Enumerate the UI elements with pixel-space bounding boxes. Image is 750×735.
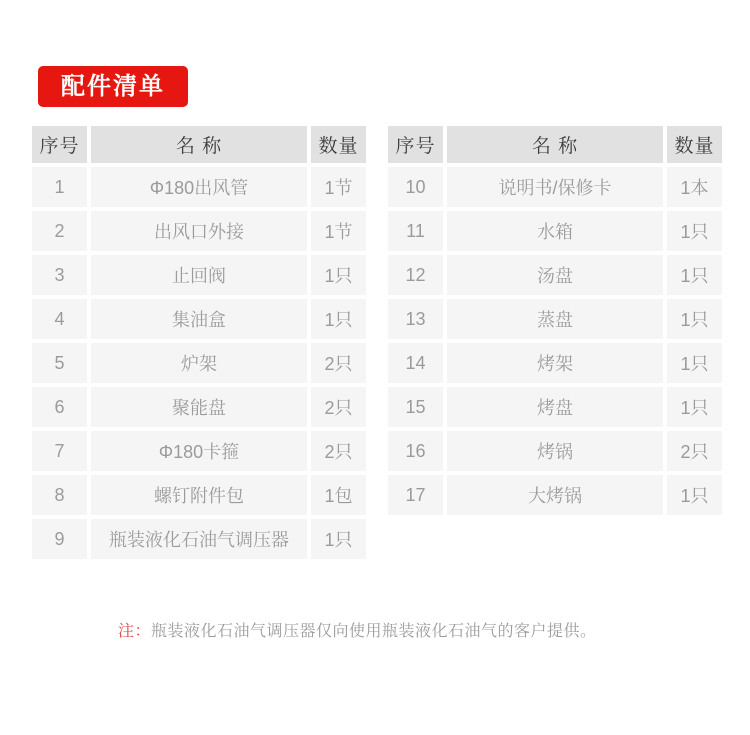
cell-qty: 1只 [311, 299, 366, 339]
cell-name: 汤盘 [447, 255, 663, 295]
parts-list-title-badge: 配件清单 [38, 66, 188, 107]
cell-qty: 1只 [311, 519, 366, 559]
cell-index: 13 [388, 299, 443, 339]
cell-index: 12 [388, 255, 443, 295]
cell-qty: 1节 [311, 167, 366, 207]
cell-index: 7 [32, 431, 87, 471]
parts-table-left [32, 126, 366, 559]
cell-name: 烤盘 [447, 387, 663, 427]
cell-index: 16 [388, 431, 443, 471]
cell-index: 6 [32, 387, 87, 427]
footnote-prefix: 注： [118, 623, 152, 640]
column-header-name: 名 称 [91, 126, 307, 163]
cell-name: Φ180出风管 [91, 167, 307, 207]
cell-index: 1 [32, 167, 87, 207]
cell-name: 烤架 [447, 343, 663, 383]
cell-index: 10 [388, 167, 443, 207]
cell-qty: 2只 [311, 431, 366, 471]
cell-index: 11 [388, 211, 443, 251]
cell-index: 3 [32, 255, 87, 295]
cell-qty: 1只 [667, 255, 722, 295]
cell-qty: 1只 [667, 387, 722, 427]
cell-index: 15 [388, 387, 443, 427]
cell-qty: 1只 [667, 343, 722, 383]
cell-name: 蒸盘 [447, 299, 663, 339]
cell-qty: 1节 [311, 211, 366, 251]
footnote [118, 618, 597, 641]
cell-qty: 2只 [311, 343, 366, 383]
cell-index: 2 [32, 211, 87, 251]
cell-index: 5 [32, 343, 87, 383]
cell-qty: 2只 [667, 431, 722, 471]
cell-name: Φ180卡箍 [91, 431, 307, 471]
column-header-name: 名 称 [447, 126, 663, 163]
cell-index: 8 [32, 475, 87, 515]
cell-name: 集油盒 [91, 299, 307, 339]
cell-name: 说明书/保修卡 [447, 167, 663, 207]
cell-name: 大烤锅 [447, 475, 663, 515]
cell-name: 聚能盘 [91, 387, 307, 427]
cell-qty: 1包 [311, 475, 366, 515]
column-header-index: 序号 [32, 126, 87, 163]
cell-name: 烤锅 [447, 431, 663, 471]
cell-qty: 2只 [311, 387, 366, 427]
cell-name: 水箱 [447, 211, 663, 251]
cell-qty: 1只 [667, 211, 722, 251]
cell-qty: 1本 [667, 167, 722, 207]
cell-index: 14 [388, 343, 443, 383]
cell-name: 螺钉附件包 [91, 475, 307, 515]
cell-name: 炉架 [91, 343, 307, 383]
parts-table-right [388, 126, 722, 559]
cell-qty: 1只 [667, 299, 722, 339]
cell-index: 9 [32, 519, 87, 559]
cell-index: 4 [32, 299, 87, 339]
column-header-index: 序号 [388, 126, 443, 163]
cell-name: 出风口外接 [91, 211, 307, 251]
cell-name: 瓶装液化石油气调压器 [91, 519, 307, 559]
footnote-text: 瓶装液化石油气调压器仅向使用瓶装液化石油气的客户提供。 [151, 623, 597, 640]
cell-qty: 1只 [667, 475, 722, 515]
column-header-qty: 数量 [667, 126, 722, 163]
cell-name: 止回阀 [91, 255, 307, 295]
column-header-qty: 数量 [311, 126, 366, 163]
cell-qty: 1只 [311, 255, 366, 295]
tables-container [32, 126, 722, 559]
cell-index: 17 [388, 475, 443, 515]
